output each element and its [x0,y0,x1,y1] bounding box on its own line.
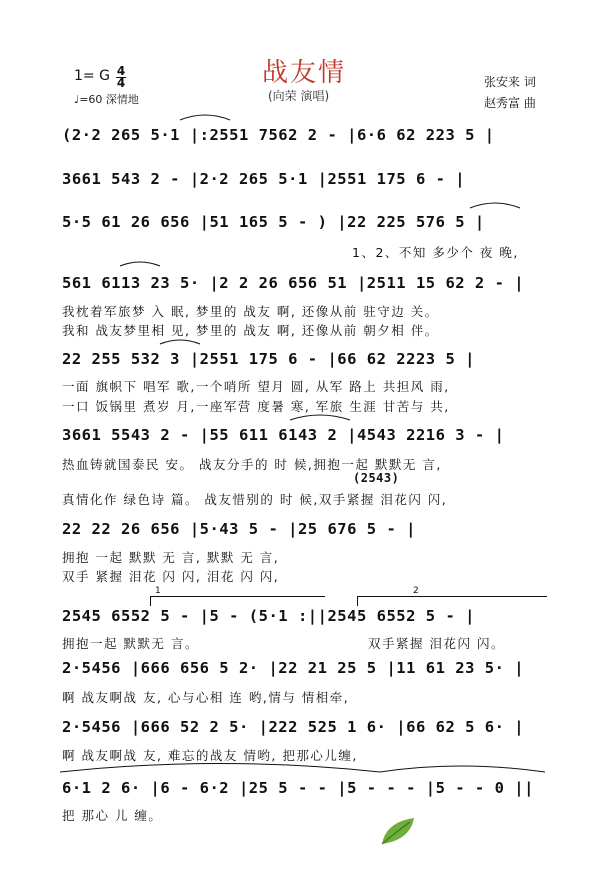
score-row-5: 22 255 532 3 |2551 175 6 - |66 62 2223 5 | [62,350,475,368]
score-row-6: 3661 5543 2 - |55 611 6143 2 |4543 2216 3 - | [62,426,505,444]
slur-mark [470,203,520,208]
cue-notes: (2543) [353,471,400,485]
score-row-10: 2·5456 |666 52 2 5· |222 525 1 6· |66 62 5 6· | [62,718,525,736]
slur-mark [380,766,545,772]
lyric-row-5b: 一口 饭锅里 煮岁 月,一座军营 度暑 寒, 军旅 生涯 甘苦与 共, [62,399,450,414]
tempo-text: =60 深情地 [79,93,139,106]
volta-2-number: 2 [413,586,419,596]
score-row-7: 22 22 26 656 |5·43 5 - |25 676 5 - | [62,520,416,538]
lyric-row-6a: 热血铸就国泰民 安。 战友分手的 时 候,拥抱一起 默默无 言, [62,457,442,472]
lyric-row-10: 啊 战友啊战 友, 难忘的战友 情哟, 把那心儿缠, [62,748,358,763]
lyric-row-7a: 拥抱 一起 默默 无 言, 默默 无 言, [62,550,280,565]
score-row-1: (2·2 265 5·1 |:2551 7562 2 - |6·6 62 223 5 | [62,126,495,144]
slur-mark [290,415,350,420]
lyric-row-9: 啊 战友啊战 友, 心与心相 连 哟,情与 情相牵, [62,690,350,705]
performer-note: (向荣 演唱) [268,89,330,103]
song-title: 战友情 [262,58,347,88]
meter-bottom: 4 [116,76,126,90]
meter-top: 4 [116,64,126,78]
score-row-11: 6·1 2 6· |6 - 6·2 |25 5 - - |5 - - - |5 - - 0 || [62,779,534,797]
lyric-row-6b: 真情化作 绿色诗 篇。 战友惜别的 时 候,双手紧握 泪花闪 闪, [62,492,448,507]
slur-mark [180,115,230,120]
lyric-row-3: 1、2、不知 多少个 夜 晚, [352,245,519,260]
volta-1-number: 1 [155,586,161,596]
lyric-row-8b: 双手紧握 泪花闪 闪。 [368,636,505,651]
quarter-note-icon: ♩ [74,93,80,106]
key-signature: 1= G [74,68,110,84]
lyric-row-5a: 一面 旗帜下 唱军 歌,一个哨所 望月 圆, 从军 路上 共担风 雨, [62,379,450,394]
lyricist-credit: 张安来 词 [484,75,536,89]
slur-mark [160,340,200,344]
lyric-row-11: 把 那心 儿 缠。 [62,808,163,823]
score-row-9: 2·5456 |666 656 5 2· |22 21 25 5 |11 61 23 5· | [62,659,525,677]
lyric-row-4a: 我枕着军旅梦 入 眠, 梦里的 战友 啊, 还像从前 驻守边 关。 [62,304,439,319]
lyric-row-4b: 我和 战友梦里相 见, 梦里的 战友 啊, 还像从前 朝夕相 伴。 [62,323,439,338]
slur-mark [120,262,160,266]
score-row-3: 5·5 61 26 656 |51 165 5 - ) |22 225 576 5 | [62,213,485,231]
score-row-8: 2545 6552 5 - |5 - (5·1 :||2545 6552 5 - | [62,607,475,625]
score-row-4: 561 6113 23 5· |2 2 26 656 51 |2511 15 62 2 - | [62,274,525,292]
slur-mark [60,764,380,773]
lyric-row-7b: 双手 紧握 泪花 闪 闪, 泪花 闪 闪, [62,569,280,584]
composer-credit: 赵秀富 曲 [484,96,536,110]
score-row-2: 3661 543 2 - |2·2 265 5·1 |2551 175 6 - | [62,170,466,188]
lyric-row-8a: 拥抱一起 默默无 言。 [62,636,199,651]
leaf-icon [380,816,416,846]
